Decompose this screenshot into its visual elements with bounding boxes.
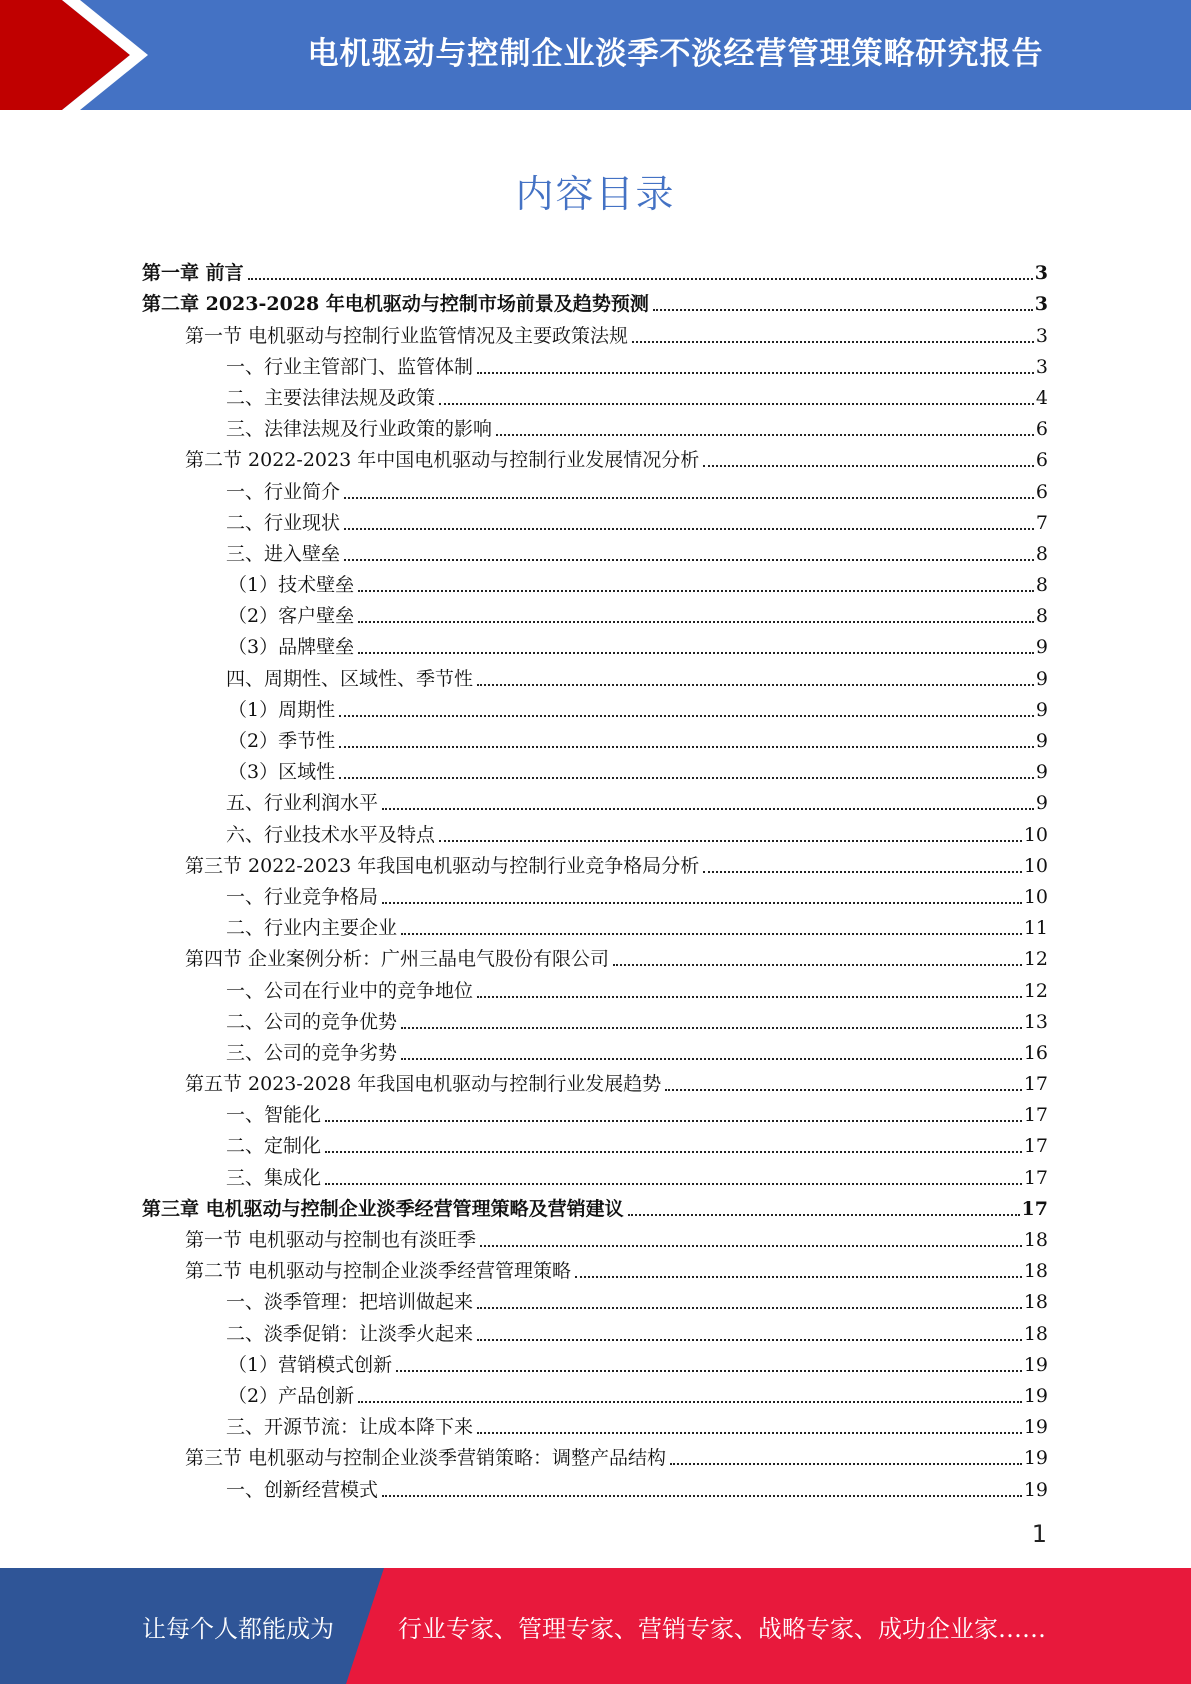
header-band — [0, 0, 1191, 110]
toc-dot-leader — [477, 1306, 1022, 1309]
toc-dot-leader — [339, 745, 1034, 748]
toc-entry-title: 第三章 电机驱动与控制企业淡季经营管理策略及营销建议 — [142, 1197, 624, 1220]
toc-dot-leader — [613, 963, 1022, 966]
toc-entry[interactable] — [142, 847, 1048, 878]
toc-entry-title: 三、进入壁垒 — [226, 542, 341, 565]
toc-entry-title: 二、公司的竞争优势 — [226, 1010, 398, 1033]
toc-entry[interactable] — [142, 1158, 1048, 1189]
toc-entry[interactable] — [142, 878, 1048, 909]
toc-dot-leader — [477, 683, 1034, 686]
toc-entry[interactable] — [142, 1034, 1048, 1065]
footer-slogan-left: 让每个人都能成为 — [142, 1614, 334, 1643]
toc-entry-page: 18 — [1023, 1322, 1048, 1345]
toc-entry-page: 18 — [1023, 1291, 1048, 1314]
toc-entry[interactable] — [142, 1439, 1048, 1470]
toc-entry-page: 3 — [1035, 355, 1048, 378]
toc-entry-page: 9 — [1035, 761, 1048, 784]
toc-dot-leader — [382, 1494, 1022, 1497]
toc-entry-page: 4 — [1035, 386, 1048, 409]
toc-entry[interactable] — [142, 348, 1048, 379]
toc-entry-page: 18 — [1023, 1260, 1048, 1283]
toc-dot-leader — [344, 496, 1034, 499]
toc-entry-page: 12 — [1023, 948, 1048, 971]
footer-slogan-right: 行业专家、管理专家、营销专家、战略专家、成功企业家…… — [398, 1614, 1046, 1643]
toc-entry-page: 17 — [1023, 1135, 1048, 1158]
toc-dot-leader — [339, 714, 1034, 717]
toc-entry[interactable] — [142, 1096, 1048, 1127]
toc-entry-page: 19 — [1023, 1353, 1048, 1376]
toc-entry-page: 19 — [1023, 1384, 1048, 1407]
toc-entry-title: 五、行业利润水平 — [226, 792, 379, 815]
toc-entry-title: （2）客户壁垒 — [228, 605, 355, 628]
toc-entry[interactable] — [142, 472, 1048, 503]
toc-dot-leader — [344, 527, 1034, 530]
toc-dot-leader — [496, 433, 1034, 436]
toc-entry-title: 二、行业内主要企业 — [226, 917, 398, 940]
toc-dot-leader — [401, 1026, 1022, 1029]
toc-entry-title: 第二节 电机驱动与控制企业淡季经营管理策略 — [185, 1260, 572, 1283]
toc-entry[interactable] — [142, 815, 1048, 846]
toc-dot-leader — [632, 340, 1034, 343]
toc-entry-title: 三、集成化 — [226, 1166, 322, 1189]
toc-entry-page: 19 — [1023, 1416, 1048, 1439]
toc-entry-title: 一、行业竞争格局 — [226, 885, 379, 908]
toc-entry-page: 3 — [1034, 262, 1048, 285]
toc-entry[interactable] — [142, 410, 1048, 441]
toc-entry[interactable] — [142, 1252, 1048, 1283]
toc-entry[interactable] — [142, 784, 1048, 815]
toc-dot-leader — [358, 651, 1034, 654]
toc-entry-page: 18 — [1023, 1229, 1048, 1251]
toc-entry[interactable] — [142, 722, 1048, 753]
toc-entry[interactable] — [142, 1190, 1048, 1221]
toc-dot-leader — [439, 839, 1022, 842]
toc-entry-title: 第一节 电机驱动与控制行业监管情况及主要政策法规 — [185, 324, 629, 347]
toc-entry[interactable] — [142, 659, 1048, 690]
toc-dot-leader — [628, 1213, 1020, 1216]
toc-entry-title: 第二节 2022-2023 年中国电机驱动与控制行业发展情况分析 — [185, 449, 700, 472]
toc-dot-leader — [248, 277, 1033, 280]
toc-entry-title: 二、定制化 — [226, 1135, 322, 1158]
toc-entry-page: 3 — [1035, 324, 1048, 347]
toc-entry-title: 六、行业技术水平及特点 — [226, 823, 436, 846]
toc-entry-title: 二、主要法律法规及政策 — [226, 386, 436, 409]
toc-entry-title: （3）区域性 — [228, 761, 336, 784]
toc-entry-title: 三、公司的竞争劣势 — [226, 1041, 398, 1064]
toc-dot-leader — [325, 1150, 1022, 1153]
toc-entry-page: 19 — [1023, 1478, 1048, 1501]
toc-entry[interactable] — [142, 504, 1048, 535]
toc-dot-leader — [401, 932, 1022, 935]
toc-entry-title: 第四节 企业案例分析：广州三晶电气股份有限公司 — [185, 948, 610, 971]
toc-entry-page: 10 — [1023, 823, 1048, 846]
toc-entry-page: 3 — [1034, 293, 1048, 316]
toc-entry-title: （1）技术壁垒 — [228, 574, 355, 597]
toc-entry[interactable] — [142, 753, 1048, 784]
toc-dot-leader — [480, 1244, 1022, 1247]
toc-entry-page: 9 — [1035, 730, 1048, 752]
toc-entry-page: 10 — [1023, 885, 1048, 908]
toc-entry[interactable] — [142, 1003, 1048, 1034]
toc-entry-page: 13 — [1023, 1010, 1048, 1033]
toc-entry-page: 9 — [1035, 667, 1048, 690]
toc-dot-leader — [396, 1369, 1022, 1372]
toc-entry-page: 9 — [1035, 698, 1048, 721]
toc-entry[interactable] — [142, 379, 1048, 410]
toc-entry[interactable] — [142, 1283, 1048, 1314]
toc-entry-page: 17 — [1023, 1104, 1048, 1127]
toc-entry-title: 四、周期性、区域性、季节性 — [226, 667, 474, 690]
toc-dot-leader — [703, 870, 1022, 873]
toc-entry-title: 第三节 2022-2023 年我国电机驱动与控制行业竞争格局分析 — [185, 854, 700, 877]
toc-entry-page: 17 — [1021, 1197, 1048, 1220]
toc-entry-title: 一、智能化 — [226, 1104, 322, 1127]
toc-entry-title: （1）周期性 — [228, 698, 336, 721]
toc-entry-page: 6 — [1035, 480, 1048, 503]
toc-entry-title: 三、法律法规及行业政策的影响 — [226, 418, 493, 441]
toc-dot-leader — [358, 620, 1034, 623]
toc-entry[interactable] — [142, 909, 1048, 940]
toc-dot-leader — [339, 776, 1034, 779]
toc-dot-leader — [665, 1088, 1022, 1091]
toc-dot-leader — [401, 1057, 1022, 1060]
toc-entry-title: 第五节 2023-2028 年我国电机驱动与控制行业发展趋势 — [185, 1073, 662, 1096]
toc-entry-page: 11 — [1023, 917, 1048, 940]
toc-entry-page: 9 — [1035, 792, 1048, 815]
toc-entry-title: 一、行业主管部门、监管体制 — [226, 355, 474, 378]
toc-entry[interactable] — [142, 441, 1048, 472]
toc-dot-leader — [358, 589, 1034, 592]
page-number: 1 — [1031, 1520, 1047, 1548]
toc-entry-title: 第一章 前言 — [142, 262, 244, 285]
toc-dot-leader — [477, 371, 1034, 374]
toc-dot-leader — [575, 1275, 1022, 1278]
toc-dot-leader — [325, 1182, 1022, 1185]
header-chevron-decoration — [0, 0, 160, 110]
toc-dot-leader — [439, 402, 1034, 405]
toc-entry-title: 二、行业现状 — [226, 511, 341, 534]
toc-entry[interactable] — [142, 1221, 1048, 1252]
footer-band — [0, 1568, 1191, 1684]
toc-entry[interactable] — [142, 971, 1048, 1002]
toc-entry[interactable] — [142, 1127, 1048, 1158]
toc-entry[interactable] — [142, 1377, 1048, 1408]
toc-entry-title: 一、创新经营模式 — [226, 1478, 379, 1501]
toc-entry[interactable] — [142, 1470, 1048, 1501]
toc-entry-page: 8 — [1035, 574, 1048, 597]
toc-entry-title: （2）产品创新 — [228, 1384, 355, 1407]
toc-entry-page: 7 — [1035, 511, 1048, 534]
toc-entry[interactable] — [142, 1065, 1048, 1096]
toc-entry-page: 6 — [1035, 449, 1048, 472]
toc-entry-page: 16 — [1023, 1041, 1048, 1064]
toc-entry[interactable] — [142, 535, 1048, 566]
toc-entry[interactable] — [142, 1314, 1048, 1345]
toc-entry-page: 6 — [1035, 418, 1048, 441]
toc-entry-page: 19 — [1023, 1447, 1048, 1470]
toc-dot-leader — [653, 308, 1033, 311]
toc-dot-leader — [344, 558, 1034, 561]
toc-entry-title: 一、公司在行业中的竞争地位 — [226, 979, 474, 1002]
toc-entry[interactable] — [142, 566, 1048, 597]
toc-entry-title: （3）品牌壁垒 — [228, 636, 355, 659]
toc-entry-title: 第三节 电机驱动与控制企业淡季营销策略：调整产品结构 — [185, 1447, 667, 1470]
toc-entry[interactable] — [142, 691, 1048, 722]
toc-dot-leader — [358, 1400, 1022, 1403]
toc-dot-leader — [703, 464, 1034, 467]
toc-entry-title: 第二章 2023-2028 年电机驱动与控制市场前景及趋势预测 — [142, 293, 649, 316]
toc-dot-leader — [477, 1431, 1022, 1434]
toc-entry[interactable] — [142, 597, 1048, 628]
toc-dot-leader — [477, 995, 1022, 998]
toc-entry-page: 12 — [1023, 979, 1048, 1002]
toc-entry-page: 10 — [1023, 854, 1048, 877]
toc-entry-title: 第一节 电机驱动与控制也有淡旺季 — [185, 1229, 477, 1251]
toc-entry[interactable] — [142, 254, 1048, 285]
toc-entry-page: 8 — [1035, 542, 1048, 565]
toc-entry-title: （2）季节性 — [228, 730, 336, 752]
toc-entry[interactable] — [142, 1408, 1048, 1439]
table-of-contents — [142, 254, 1048, 1502]
toc-entry-page: 17 — [1023, 1166, 1048, 1189]
toc-entry-title: 三、开源节流：让成本降下来 — [226, 1416, 474, 1439]
toc-dot-leader — [382, 807, 1034, 810]
toc-dot-leader — [477, 1338, 1022, 1341]
toc-entry-title: 一、行业简介 — [226, 480, 341, 503]
toc-entry-title: 二、淡季促销：让淡季火起来 — [226, 1322, 474, 1345]
toc-dot-leader — [670, 1462, 1022, 1465]
toc-dot-leader — [382, 901, 1022, 904]
toc-entry[interactable] — [142, 628, 1048, 659]
toc-entry[interactable] — [142, 285, 1048, 316]
toc-entry-title: 一、淡季管理：把培训做起来 — [226, 1291, 474, 1314]
toc-dot-leader — [325, 1119, 1022, 1122]
report-title: 电机驱动与控制企业淡季不淡经营管理策略研究报告 — [307, 35, 1044, 72]
toc-entry[interactable] — [142, 940, 1048, 971]
toc-entry-page: 9 — [1035, 636, 1048, 659]
toc-entry-page: 17 — [1023, 1073, 1048, 1096]
toc-entry[interactable] — [142, 316, 1048, 347]
toc-entry-page: 8 — [1035, 605, 1048, 628]
toc-entry-title: （1）营销模式创新 — [228, 1353, 393, 1376]
toc-heading: 内容目录 — [515, 172, 676, 216]
toc-entry[interactable] — [142, 1346, 1048, 1377]
